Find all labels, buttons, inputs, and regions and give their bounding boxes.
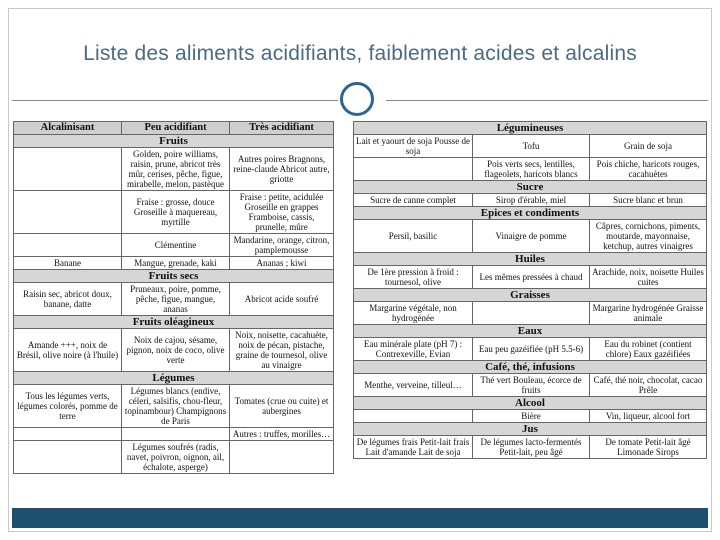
category-label: Huiles (354, 253, 707, 266)
category-row (354, 423, 707, 436)
category-row (14, 135, 334, 148)
column-header: Alcalinisant (14, 122, 122, 135)
table-cell: Sucre blanc et brun (590, 194, 707, 207)
table-cell: Pruneaux, poire, pomme, pêche, figue, mangue, ananas (122, 283, 230, 316)
title-divider-right (386, 100, 708, 101)
category-row (354, 181, 707, 194)
table-cell: Margarine végétale, non hydrogénée (354, 302, 473, 325)
table-cell: Eau peu gazéifiée (pH 5.5-6) (473, 338, 590, 361)
table-cell (14, 441, 122, 474)
table-row (354, 374, 707, 397)
table-row (14, 329, 334, 372)
table-cell: Pois chiche, haricots rouges, cacahuètes (590, 158, 707, 181)
category-label: Epices et condiments (354, 207, 707, 220)
table-cell: Autres poires Bragnons, reine-claude Abricot autre, griotte (230, 148, 334, 191)
column-header: Très acidifiant (230, 122, 334, 135)
category-row (14, 316, 334, 329)
table-cell (230, 441, 334, 474)
table-cell: Noix, noisette, cacahuète, noix de pécan, pistache, graine de tournesol, olive au vinaigre (230, 329, 334, 372)
table-cell: Arachide, noix, noisette Huiles cuites (590, 266, 707, 289)
table-cell: Eau du robinet (contient chlore) Eaux gazéifiées (590, 338, 707, 361)
table-row (14, 385, 334, 428)
category-row (354, 361, 707, 374)
slide-title: Liste des aliments acidifiants, faiblement acides et alcalins (83, 42, 637, 65)
table-cell: Persil, basilic (354, 220, 473, 253)
table-cell: Mangue, grenade, kaki (122, 257, 230, 270)
category-label: Graisses (354, 289, 707, 302)
table-cell: Légumes blancs (endive, céleri, salsifis, chou-fleur, topinambour) Champignons de Paris (122, 385, 230, 428)
table-row (354, 194, 707, 207)
table-cell: Les mêmes pressées à chaud (473, 266, 590, 289)
table-cell: Autres : truffes, morilles… (230, 428, 334, 441)
category-row (354, 325, 707, 338)
category-label: Légumineuses (354, 122, 707, 135)
table-cell: Café, thé noir, chocolat, cacao Prêle (590, 374, 707, 397)
column-header: Peu acidifiant (122, 122, 230, 135)
table-cell: Légumes soufrés (radis, navet, poivron, oignon, ail, échalote, asperge) (122, 441, 230, 474)
table-cell: De légumes lacto-fermentés Petit-lait, peu âgé (473, 436, 590, 459)
table-cell: Eau minérale plate (pH 7) : Contrexeville, Evian (354, 338, 473, 361)
category-label: Sucre (354, 181, 707, 194)
table-row (354, 158, 707, 181)
table-cell: Raisin sec, abricot doux, banane, datte (14, 283, 122, 316)
table-cell (14, 428, 122, 441)
table-cell: Tofu (473, 135, 590, 158)
category-row (354, 289, 707, 302)
table-cell: Banane (14, 257, 122, 270)
table-cell: Thé vert Bouleau, écorce de fruits (473, 374, 590, 397)
table-row (354, 410, 707, 423)
table-cell: Grain de soja (590, 135, 707, 158)
table-cell: De 1ère pression à froid : tournesol, olive (354, 266, 473, 289)
table-cell: Pois verts secs, lentilles, flageolets, haricots blancs (473, 158, 590, 181)
acid-alkaline-table-right (353, 121, 707, 459)
category-label: Eaux (354, 325, 707, 338)
category-row (354, 253, 707, 266)
table-cell: Vinaigre de pomme (473, 220, 590, 253)
table-cell: Ananas ; kiwi (230, 257, 334, 270)
table-cell: Lait et yaourt de soja Pousse de soja (354, 135, 473, 158)
table-row (354, 302, 707, 325)
table-row (14, 148, 334, 191)
table-cell (473, 302, 590, 325)
category-label: Légumes (14, 372, 334, 385)
table-cell: Câpres, cornichons, piments, moutarde, mayonnaise, ketchup, autres vinaigres (590, 220, 707, 253)
table-row (14, 428, 334, 441)
category-label: Fruits secs (14, 270, 334, 283)
category-label: Café, thé, infusions (354, 361, 707, 374)
category-row (354, 397, 707, 410)
table-cell (354, 158, 473, 181)
table-row (14, 257, 334, 270)
table-cell: Vin, liqueur, alcool fort (590, 410, 707, 423)
title-divider-left (12, 100, 338, 101)
table-cell: Sirop d'érable, miel (473, 194, 590, 207)
table-cell (14, 234, 122, 257)
table-cell: Clémentine (122, 234, 230, 257)
table-row (14, 234, 334, 257)
table-cell: Abricot acide soufré (230, 283, 334, 316)
table-cell: Fraise : petite, acidulée Groseille en grappes Framboise, cassis, prunelle, mûre (230, 191, 334, 234)
table-cell (14, 191, 122, 234)
footer-bar (12, 508, 708, 528)
table-cell: Margarine hydrogénée Graisse animale (590, 302, 707, 325)
table-cell: Bière (473, 410, 590, 423)
table-cell: Menthe, verveine, tilleul… (354, 374, 473, 397)
table-row (354, 220, 707, 253)
table-cell (14, 148, 122, 191)
table-cell: Fraise : grosse, douce Groseille à maquereau, myrtille (122, 191, 230, 234)
table-row (14, 191, 334, 234)
divider-circle-ornament (340, 82, 374, 116)
table-row (14, 441, 334, 474)
table-cell: De tomate Petit-lait âgé Limonade Sirops (590, 436, 707, 459)
table-cell: Sucre de canne complet (354, 194, 473, 207)
category-row (14, 270, 334, 283)
table-cell: Mandarine, orange, citron, pamplemousse (230, 234, 334, 257)
category-label: Alcool (354, 397, 707, 410)
category-row (354, 122, 707, 135)
table-cell: Golden, poire williams, raisin, prune, abricot très mûr, cerises, pêche, figue, mirabelle, melon, pastèque (122, 148, 230, 191)
table-cell: Noix de cajou, sésame, pignon, noix de coco, olive verte (122, 329, 230, 372)
category-label: Fruits oléagineux (14, 316, 334, 329)
table-row (14, 283, 334, 316)
table-cell: De légumes frais Petit-lait frais Lait d'amande Lait de soja (354, 436, 473, 459)
acid-alkaline-table-left (13, 121, 334, 474)
table-cell: Tous les légumes verts, légumes colorés, pomme de terre (14, 385, 122, 428)
table-row (354, 135, 707, 158)
table-cell: Tomates (crue ou cuite) et aubergines (230, 385, 334, 428)
table-cell (354, 410, 473, 423)
table-row (354, 266, 707, 289)
table-row (354, 436, 707, 459)
category-label: Jus (354, 423, 707, 436)
category-row (354, 207, 707, 220)
table-cell (122, 428, 230, 441)
category-label: Fruits (14, 135, 334, 148)
table-row (354, 338, 707, 361)
table-cell: Amande +++, noix de Brésil, olive noire (à l'huile) (14, 329, 122, 372)
category-row (14, 372, 334, 385)
